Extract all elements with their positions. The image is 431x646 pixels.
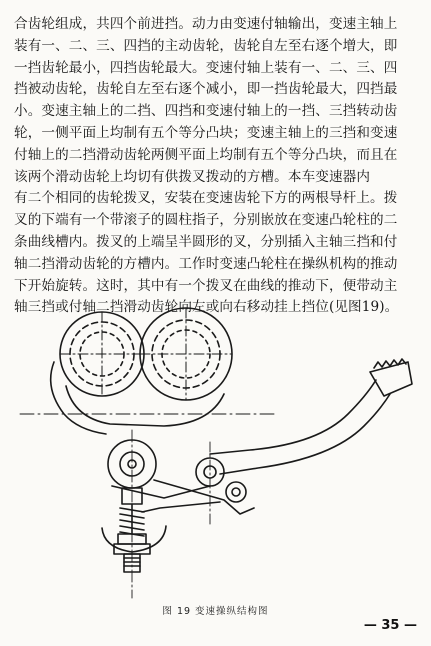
body-paragraph bbox=[14, 14, 418, 319]
text-line: 付轴上的二挡滑动齿轮两侧平面上均制有五个等分凸块，而且在 bbox=[14, 146, 398, 163]
figure-caption: 图 19 变速操纵结构图 bbox=[162, 606, 269, 617]
text-line: 有二个相同的齿轮拨叉，安装在变速齿轮下方的两根导杆上。拨 bbox=[14, 190, 398, 207]
shift-pedal-drawing bbox=[210, 359, 412, 474]
text-line: 轴三挡或付轴二挡滑动齿轮向左或向右移动挂上挡位(见图19)。 bbox=[14, 299, 399, 316]
page-number: — 35 — bbox=[363, 618, 417, 633]
text-line: 该两个滑动齿轮上均切有供拨叉拨动的方槽。本车变速器内 bbox=[14, 168, 371, 185]
text-line: 轮，一侧平面上均制有五个等分凸块；变速主轴上的三挡和变速 bbox=[14, 124, 398, 141]
text-line: 叉的下端有一个带滚子的圆柱指子，分别嵌放在变速凸轮柱的二 bbox=[14, 212, 398, 229]
text-line: 装有一、二、三、四挡的主动齿轮，齿轮自左至右逐个增大，即 bbox=[14, 37, 398, 54]
gear-shift-mechanism-drawing bbox=[14, 302, 418, 602]
shaft-boss-drawing bbox=[108, 440, 246, 502]
text-line: 合齿轮组成，共四个前进挡。动力由变速付轴输出，变速主轴上 bbox=[14, 16, 398, 32]
text-line: 小。变速主轴上的二挡、四挡和变速付轴上的一挡、三挡转动齿 bbox=[14, 103, 398, 120]
text-line: 一挡齿轮最小，四挡齿轮最大。变速付轴上装有一、二、三、四 bbox=[14, 59, 398, 76]
text-line: 下开始旋转。这时，其中有一个拨叉在曲线的推动下，便带动主 bbox=[14, 277, 398, 294]
right-housing-drawing bbox=[140, 308, 232, 400]
text-line: 条曲线槽内。拨叉的上端呈半圆形的叉，分别插入主轴三挡和付 bbox=[14, 233, 398, 250]
left-housing-drawing bbox=[60, 312, 144, 396]
text-line: 轴二挡滑动齿轮的方槽内。工作时变速凸轮柱在操纵机构的推动 bbox=[14, 255, 398, 272]
gear-shift-mechanism-figure bbox=[14, 302, 418, 602]
text-line: 挡被动齿轮，齿轮自左至右逐个减小，即一挡齿轮最大，四挡最 bbox=[14, 81, 398, 98]
